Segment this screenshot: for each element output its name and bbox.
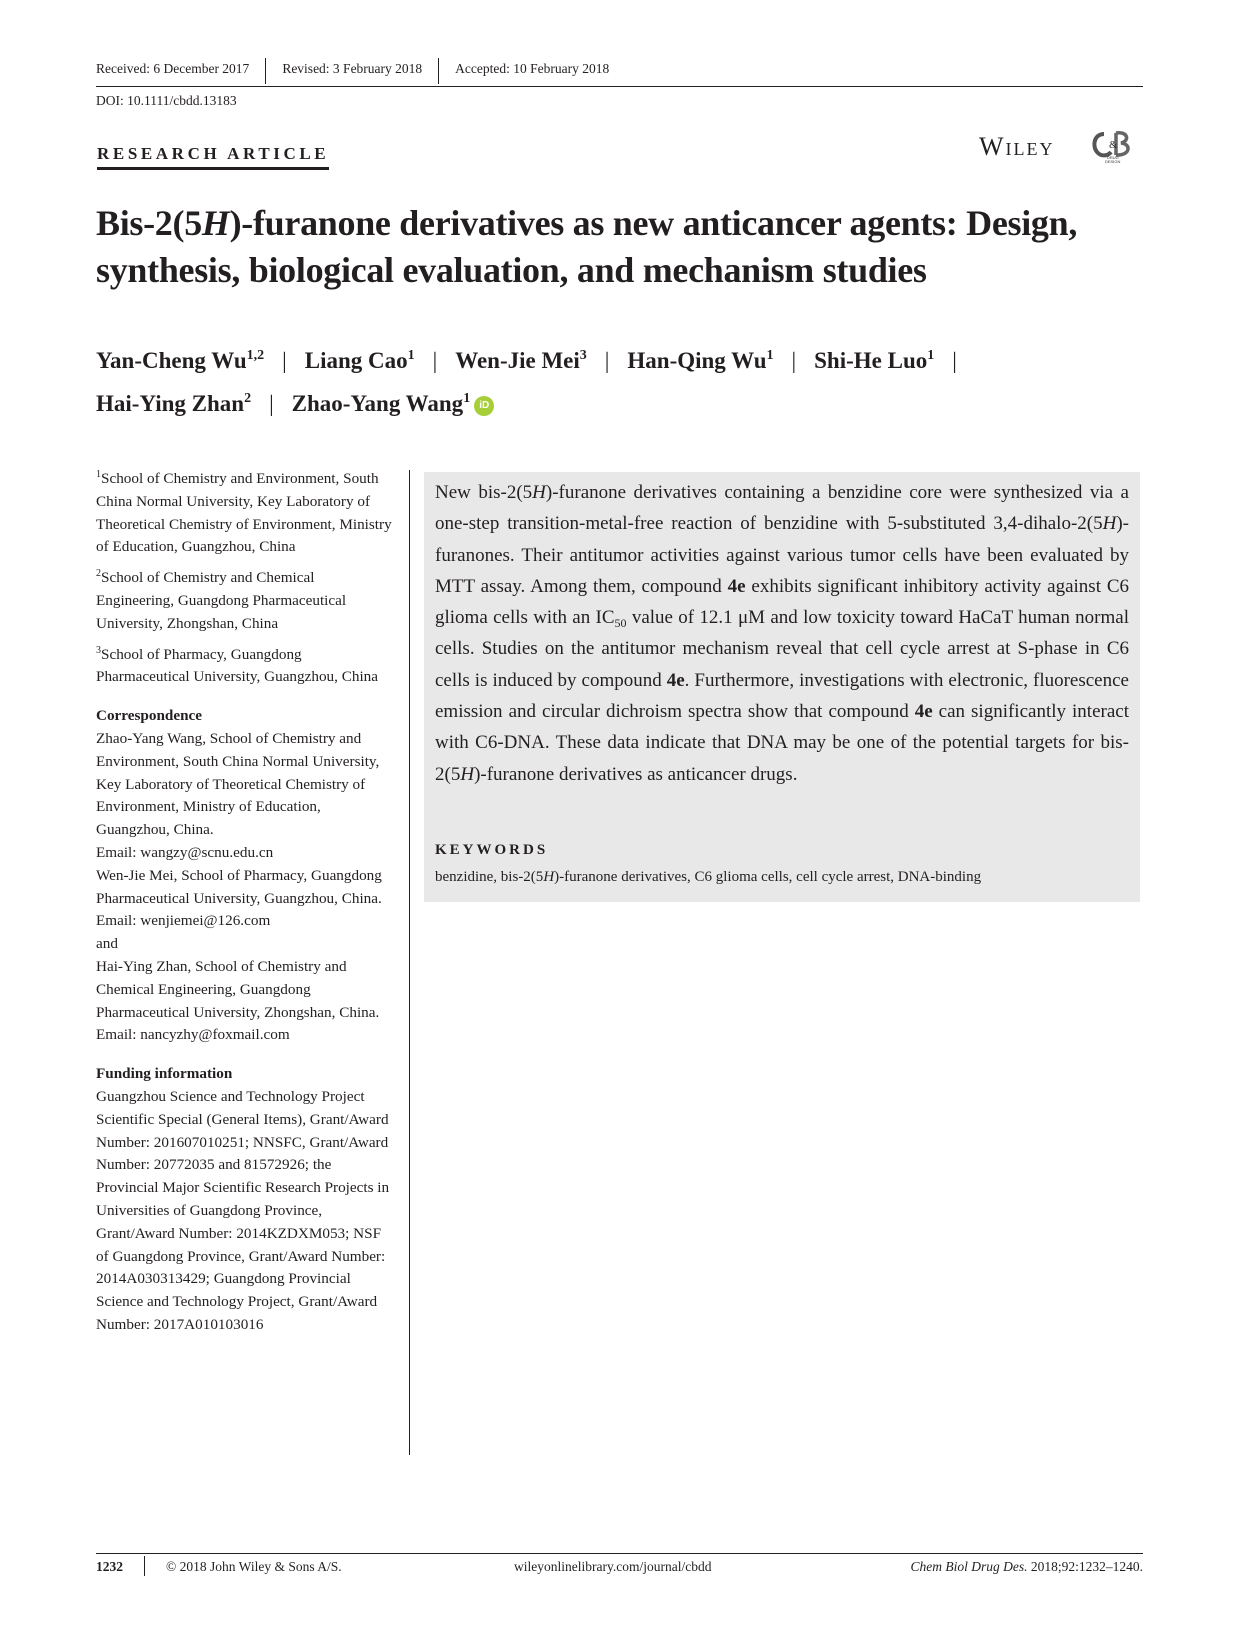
- correspondence-address: Zhao-Yang Wang, School of Chemistry and Environment, South China Normal University, Key Laboratory of Theoretical Chemistry of Environment, Ministry of Education, Guangzhou, China.: [96, 729, 380, 839]
- affiliation: $^1$School of Chemistry and Environment, South China Normal University, Key Laboratory of Theoretical Chemistry of Environment, Ministry of Education, Guangzhou, China: [96, 469, 392, 556]
- svg-text:&: &: [1109, 139, 1118, 151]
- column-divider: [409, 470, 410, 1455]
- author[interactable]: Liang Cao$^1$: [304, 348, 415, 373]
- article-info-sidebar: [96, 468, 396, 1337]
- author[interactable]: Han-Qing Wu$^1$: [627, 348, 774, 373]
- footer-rule: [96, 1553, 1143, 1554]
- footer-separator: [144, 1556, 145, 1576]
- author[interactable]: Hai-Ying Zhan$^2$: [96, 391, 252, 416]
- affiliation: $^2$School of Chemistry and Chemical Engineering, Guangdong Pharmaceutical University, Zhongshan, China: [96, 568, 347, 632]
- funding-heading: Funding information: [96, 1065, 233, 1083]
- correspondence-block: [96, 728, 396, 1047]
- author[interactable]: Zhao-Yang Wang$^1$: [291, 391, 471, 416]
- email-link[interactable]: Email: wenjiemei@126.com: [96, 912, 271, 930]
- orcid-icon[interactable]: iD: [474, 396, 494, 416]
- correspondence-address: Hai-Ying Zhan, School of Chemistry and Chemical Engineering, Guangdong Pharmaceutical University, Zhongshan, China.: [96, 957, 380, 1021]
- keywords-list: benzidine, bis-2(5H)-furanone derivatives, C6 glioma cells, cell cycle arrest, DNA-binding: [435, 869, 982, 885]
- journal-logo-icon: [1088, 128, 1136, 164]
- funding-text: Guangzhou Science and Technology Project Scientific Special (General Items), Grant/Award Number: 201607010251; NNSFC, Grant/Award Number: 20772035 and 81572926; the Provincial Major Scientific Research Projects in Universities of Guangdong Province, Grant/Award Number: 2014KZDXM053; NSF of Guangdong Province, Grant/Award Number: 2014A030313429; Guangdong Provincial Science and Technology Project, Grant/Award Number: 2017A010103016: [96, 1087, 390, 1333]
- email-link[interactable]: Email: nancyzhy@foxmail.com: [96, 1026, 290, 1044]
- doi[interactable]: DOI: 10.1111/cbdd.13183: [96, 93, 237, 108]
- article-type: RESEARCH ARTICLE: [97, 144, 329, 170]
- journal-url[interactable]: wileyonlinelibrary.com/journal/cbdd: [514, 1559, 712, 1574]
- keywords-heading: KEYWORDS: [435, 842, 549, 858]
- correspondence-address: Wen-Jie Mei, School of Pharmacy, Guangdong Pharmaceutical University, Guangzhou, China.: [96, 866, 382, 907]
- svg-text:DESIGN: DESIGN: [1105, 159, 1121, 164]
- conjunction: and: [96, 935, 118, 953]
- email-link[interactable]: Email: wangzy@scnu.edu.cn: [96, 843, 274, 861]
- page-number: 1232: [96, 1559, 123, 1574]
- publication-dates: [96, 58, 1143, 87]
- affiliation: $^3$School of Pharmacy, Guangdong Pharmaceutical University, Guangzhou, China: [96, 644, 379, 686]
- abstract-text: New bis-2(5H)-furanone derivatives containing a benzidine core were synthesized via a one-step transition-metal-free reaction of benzidine with 5-substituted 3,4-dihalo-2(5H)-furanones. Their antitumor activities against various tumor cells have been evaluated by MTT assay. Among them, compound 4e exhibits significant inhibitory activity against C6 glioma cells with an $IC_{50}$ value of 12.1 μM and low toxicity toward HaCaT human normal cells. Studies on the antitumor mechanism reveal that cell cycle arrest at S-phase in C6 cells is induced by compound 4e. Furthermore, investigations with electronic, fluorescence emission and circular dichroism spectra show that compound 4e can significantly interact with C6-DNA. These data indicate that DNA may be one of the potential targets for bis-2(5H)-furanone derivatives as anticancer drugs.: [435, 482, 1130, 785]
- author[interactable]: Wen-Jie Mei$^3$: [455, 348, 587, 373]
- received-date: Received: 6 December 2017: [96, 61, 250, 76]
- author[interactable]: Shi-He Luo$^1$: [814, 348, 935, 373]
- article-title: Bis-2(5H)-furanone derivatives as new anticancer agents: Design, synthesis, biological evaluation, and mechanism studies: [96, 203, 1078, 290]
- accepted-date: Accepted: 10 February 2018: [455, 61, 610, 76]
- author-list: Yan-Cheng Wu$^{1,2}$ | Liang Cao$^1$ | Wen-Jie Mei$^3$ | Han-Qing Wu$^1$ | Shi-He Luo$^1$ | Hai-Ying Zhan$^2$ | Zhao-Yang Wang$^1$ iD: [96, 348, 957, 416]
- correspondence-heading: Correspondence: [96, 707, 203, 725]
- abstract-box: [424, 472, 1140, 902]
- date-separator: [438, 58, 439, 84]
- date-separator: [265, 58, 266, 84]
- revised-date: Revised: 3 February 2018: [282, 61, 423, 76]
- publisher-logo: Wiley: [979, 132, 1055, 161]
- copyright: © 2018 John Wiley & Sons A/S.: [166, 1559, 342, 1574]
- citation: Chem Biol Drug Des. 2018;92:1232–1240.: [910, 1559, 1143, 1574]
- svg-text:DRUG: DRUG: [1107, 155, 1119, 160]
- author[interactable]: Yan-Cheng Wu$^{1,2}$: [96, 348, 265, 373]
